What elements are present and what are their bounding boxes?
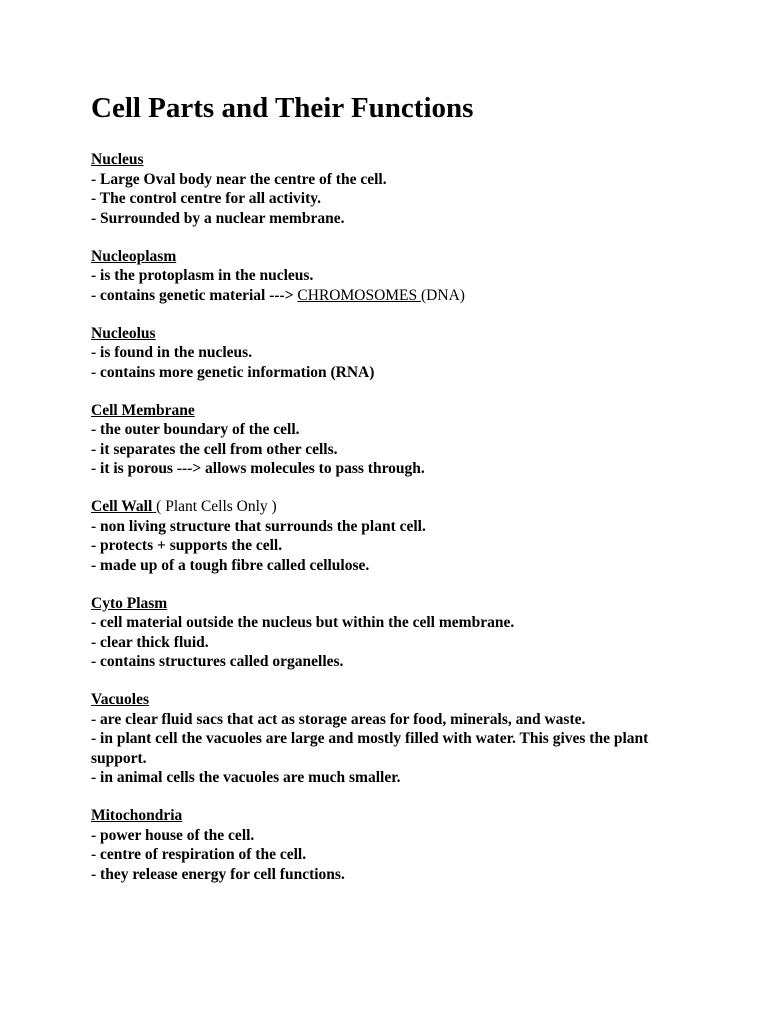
section-heading: Cell Membrane [91,401,195,419]
section-heading: Cyto Plasm [91,594,168,612]
section-vacuoles [91,690,691,788]
genetic-line-prefix: - contains genetic material ---> [91,286,298,304]
bullet-line: - non living structure that surrounds the plant cell. [91,517,426,535]
document-page [91,89,691,903]
bullet-line: - is the protoplasm in the nucleus. [91,267,314,284]
bullet-line: - are clear fluid sacs that act as storage areas for food, minerals, and waste. [91,710,586,728]
section-heading: Mitochondria [91,807,183,824]
bullet-line: - power house of the cell. [91,826,255,844]
page-title: Cell Parts and Their Functions [91,92,474,124]
chromosomes-term: CHROMOSOMES [297,286,422,304]
genetic-line-suffix: (DNA) [421,286,465,304]
bullet-line: - is found in the nucleus. [91,344,253,361]
bullet-line: - clear thick fluid. [91,633,209,651]
bullet-line: - The control centre for all activity. [91,190,322,207]
bullet-line: - Surrounded by a nuclear membrane. [91,209,345,227]
plant-cells-only-note: ( Plant Cells Only ) [156,498,277,515]
bullet-line: - made up of a tough fibre called cellulose. [91,556,370,574]
bullet-line: - Large Oval body near the centre of the cell. [91,170,387,188]
bullet-line: - they release energy for cell functions. [91,865,345,883]
bullet-line: - cell material outside the nucleus but within the cell membrane. [91,614,515,631]
bullet-line: - protects + supports the cell. [91,537,283,554]
section-nucleolus [91,324,691,383]
section-nucleus [91,150,691,228]
section-heading: Nucleoplasm [91,247,177,265]
bullet-line: - centre of respiration of the cell. [91,846,307,863]
bullet-line: - the outer boundary of the cell. [91,421,300,438]
bullet-line-genetic-material [91,286,691,306]
bullet-line: - it separates the cell from other cells. [91,440,338,458]
bullet-line: - it is porous ---> allows molecules to pass through. [91,460,425,477]
bullet-line: - in animal cells the vacuoles are much smaller. [91,769,401,786]
section-nucleoplasm [91,247,691,306]
bullet-line: - in plant cell the vacuoles are large and mostly filled with water. This gives the plant support. [91,730,649,767]
section-cell-wall [91,497,691,575]
bullet-line: - contains structures called organelles. [91,653,344,670]
section-heading: Nucleus [91,151,144,168]
section-heading: Cell Wall [91,498,157,515]
section-heading: Nucleolus [91,324,156,342]
bullet-line: - contains more genetic information (RNA) [91,363,375,381]
section-mitochondria [91,806,691,884]
section-cytoplasm [91,594,691,672]
section-cell-membrane [91,401,691,479]
section-heading: Vacuoles [91,691,149,708]
